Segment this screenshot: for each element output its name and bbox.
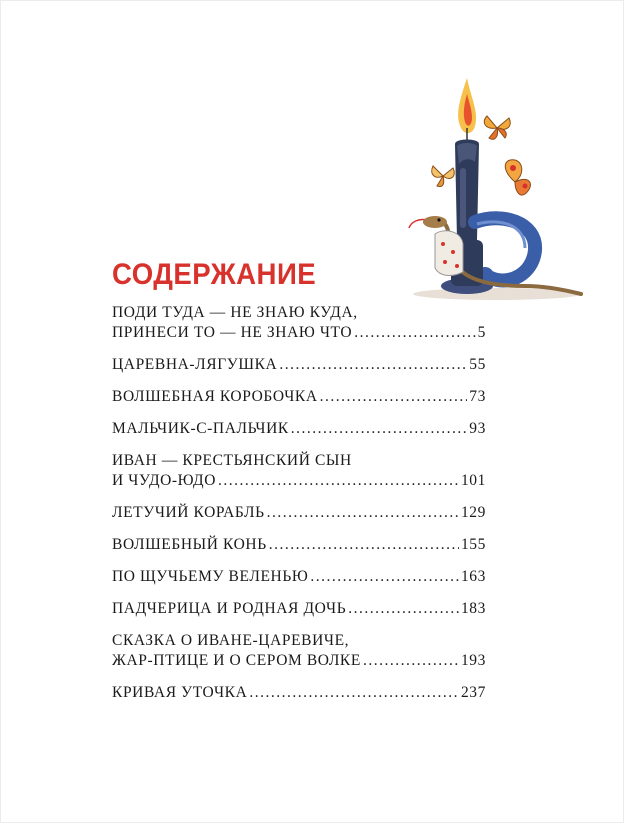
toc-entry[interactable] (112, 451, 486, 491)
toc-entry-title: ЖАР-ПТИЦЕ И О СЕРОМ ВОЛКЕ (112, 652, 361, 669)
toc-entry-title: ЛЕТУЧИЙ КОРАБЛЬ (112, 504, 265, 521)
toc-entry[interactable] (112, 599, 486, 619)
toc-entry[interactable] (112, 355, 486, 375)
toc-entry[interactable] (112, 503, 486, 523)
toc-page-number: 55 (469, 356, 486, 373)
toc-entry-title: ВОЛШЕБНАЯ КОРОБОЧКА (112, 388, 318, 405)
toc-page-number: 155 (460, 536, 486, 553)
toc-entry[interactable] (112, 303, 486, 343)
toc-page-number: 101 (460, 472, 486, 489)
toc-page-number: 163 (460, 568, 486, 585)
toc-entry[interactable] (112, 631, 486, 671)
dot-leader (249, 683, 459, 703)
toc-entry-title: ИВАН — КРЕСТЬЯНСКИЙ СЫН (112, 452, 352, 469)
toc-entry-title: ПО ЩУЧЬЕМУ ВЕЛЕНЬЮ (112, 568, 309, 585)
toc-page-number: 183 (460, 600, 486, 617)
contents-title: СОДЕРЖАНИЕ (112, 258, 317, 291)
toc-entry-title: ВОЛШЕБНЫЙ КОНЬ (112, 536, 267, 553)
toc-entry[interactable] (112, 683, 486, 703)
toc-entry-title: МАЛЬЧИК-С-ПАЛЬЧИК (112, 420, 289, 437)
toc-entry[interactable] (112, 387, 486, 407)
dot-leader (279, 355, 467, 375)
toc-entry-title: ПОДИ ТУДА — НЕ ЗНАЮ КУДА, (112, 304, 358, 321)
toc-entry[interactable] (112, 567, 486, 587)
toc-entry-title: КРИВАЯ УТОЧКА (112, 684, 248, 701)
toc-entry-title: СКАЗКА О ИВАНЕ-ЦАРЕВИЧЕ, (112, 632, 350, 649)
dot-leader (267, 503, 459, 523)
dot-leader (291, 419, 468, 439)
toc-entry[interactable] (112, 419, 486, 439)
dot-leader (354, 323, 475, 343)
dot-leader (348, 599, 459, 619)
dot-leader (269, 535, 459, 555)
toc-entry-title: И ЧУДО-ЮДО (112, 472, 217, 489)
toc-entry-title: ПРИНЕСИ ТО — НЕ ЗНАЮ ЧТО (112, 324, 353, 341)
toc-page-number: 193 (460, 652, 486, 669)
dot-leader (310, 567, 459, 587)
toc-page-number: 73 (469, 388, 486, 405)
toc-page-number: 93 (469, 420, 486, 437)
dot-leader (218, 471, 459, 491)
toc-entry-title: ПАДЧЕРИЦА И РОДНАЯ ДОЧЬ (112, 600, 347, 617)
candle-letter-v-lizard-butterflies-icon (405, 72, 585, 304)
toc-entry[interactable] (112, 535, 486, 555)
table-of-contents (112, 303, 486, 715)
toc-entry-title: ЦАРЕВНА-ЛЯГУШКА (112, 356, 278, 373)
toc-page-number: 5 (477, 324, 486, 341)
dot-leader (363, 651, 459, 671)
dot-leader (320, 387, 468, 407)
toc-page-number: 237 (460, 684, 486, 701)
toc-page-number: 129 (460, 504, 486, 521)
